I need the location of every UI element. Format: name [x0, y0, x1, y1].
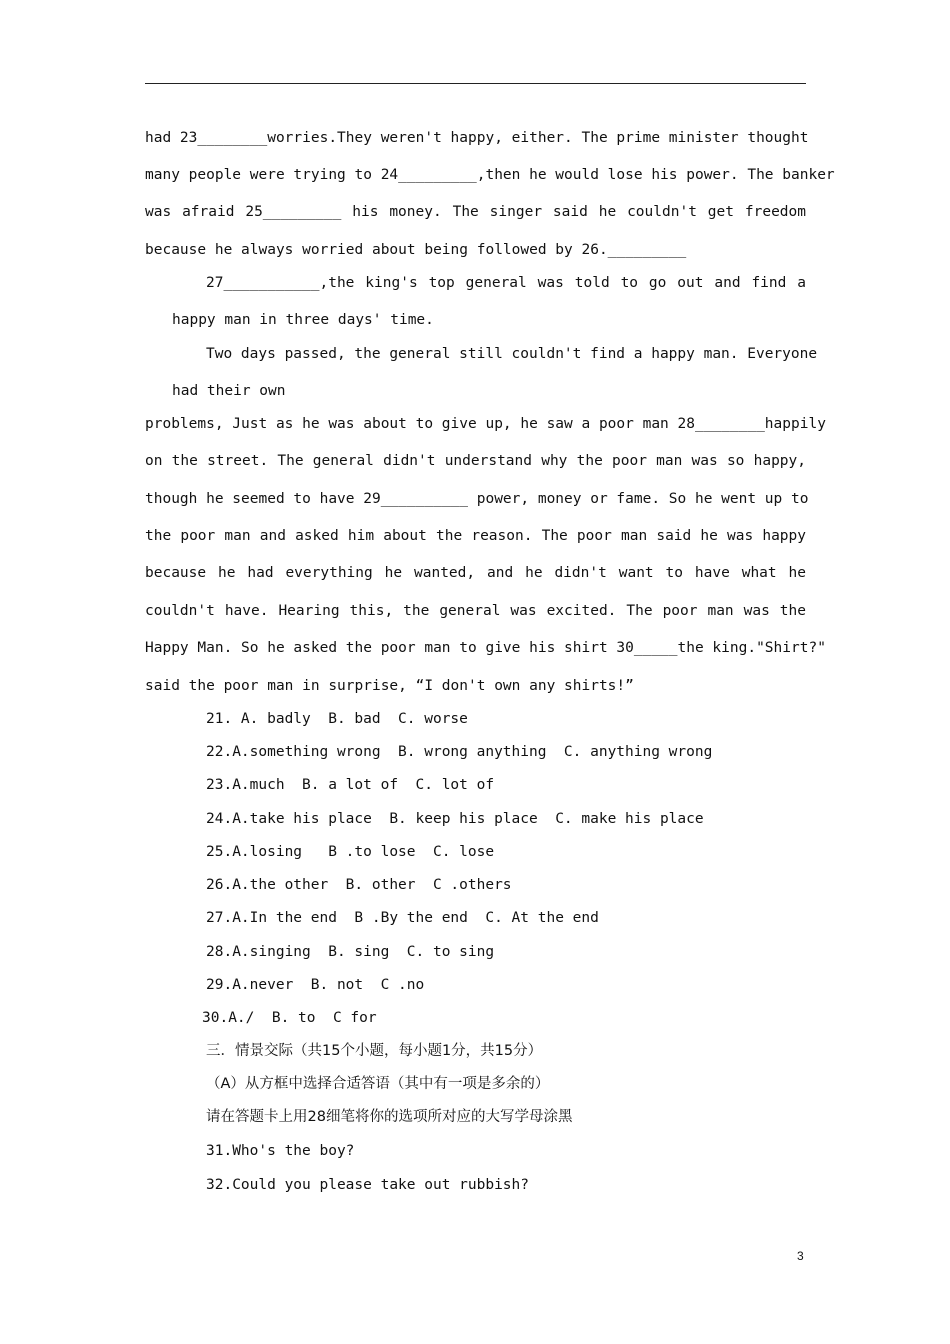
- option-line: 30.A./ B. to C for: [202, 1010, 377, 1026]
- option-line: 25.A.losing B .to lose C. lose: [206, 844, 495, 860]
- passage-line: problems, Just as he was about to give up, he saw a poor man 28________happily: [145, 416, 826, 432]
- passage-line: on the street. The general didn't understand why the poor man was so happy,: [145, 453, 806, 469]
- passage-line: Two days passed, the general still couldn't find a happy man. Everyone: [206, 346, 818, 362]
- passage-line: had their own: [172, 383, 286, 399]
- section-instruction: 请在答题卡上用28细笔将你的选项所对应的大写学母涂黑: [206, 1109, 573, 1125]
- question-line: 32.Could you please take out rubbish?: [206, 1177, 530, 1193]
- passage-line: was afraid 25_________ his money. The singer said he couldn't get freedom: [145, 204, 806, 220]
- option-line: 22.A.something wrong B. wrong anything C. anything wrong: [206, 744, 713, 760]
- passage-line: happy man in three days' time.: [172, 312, 434, 328]
- header-rule: [145, 83, 806, 84]
- option-line: 23.A.much B. a lot of C. lot of: [206, 777, 495, 793]
- passage-line: the poor man and asked him about the reason. The poor man said he was happy: [145, 528, 806, 544]
- passage-line: many people were trying to 24_________,then he would lose his power. The banker: [145, 167, 835, 183]
- passage-line: said the poor man in surprise, “I don't own any shirts!”: [145, 678, 634, 694]
- option-line: 27.A.In the end B .By the end C. At the end: [206, 910, 599, 926]
- passage-line: 27___________,the king's top general was told to go out and find a: [206, 275, 806, 291]
- passage-line: though he seemed to have 29__________ power, money or fame. So he went up to: [145, 491, 809, 507]
- passage-line: Happy Man. So he asked the poor man to give his shirt 30_____the king."Shirt?": [145, 640, 826, 656]
- option-line: 26.A.the other B. other C .others: [206, 877, 512, 893]
- page-number: 3: [797, 1249, 804, 1263]
- passage-line: had 23________worries.They weren't happy, either. The prime minister thought: [145, 130, 809, 146]
- option-line: 29.A.never B. not C .no: [206, 977, 425, 993]
- passage-line: couldn't have. Hearing this, the general was excited. The poor man was the: [145, 603, 806, 619]
- option-line: 24.A.take his place B. keep his place C. make his place: [206, 811, 704, 827]
- section-subtitle: （A）从方框中选择合适答语（其中有一项是多余的）: [206, 1076, 550, 1092]
- section-title: 三．情景交际（共15个小题，每小题1分，共15分）: [206, 1043, 543, 1059]
- passage-line: because he always worried about being followed by 26._________: [145, 242, 687, 258]
- passage-line: because he had everything he wanted, and he didn't want to have what he: [145, 565, 806, 581]
- option-line: 21. A. badly B. bad C. worse: [206, 711, 468, 727]
- question-line: 31.Who's the boy?: [206, 1143, 355, 1159]
- option-line: 28.A.singing B. sing C. to sing: [206, 944, 495, 960]
